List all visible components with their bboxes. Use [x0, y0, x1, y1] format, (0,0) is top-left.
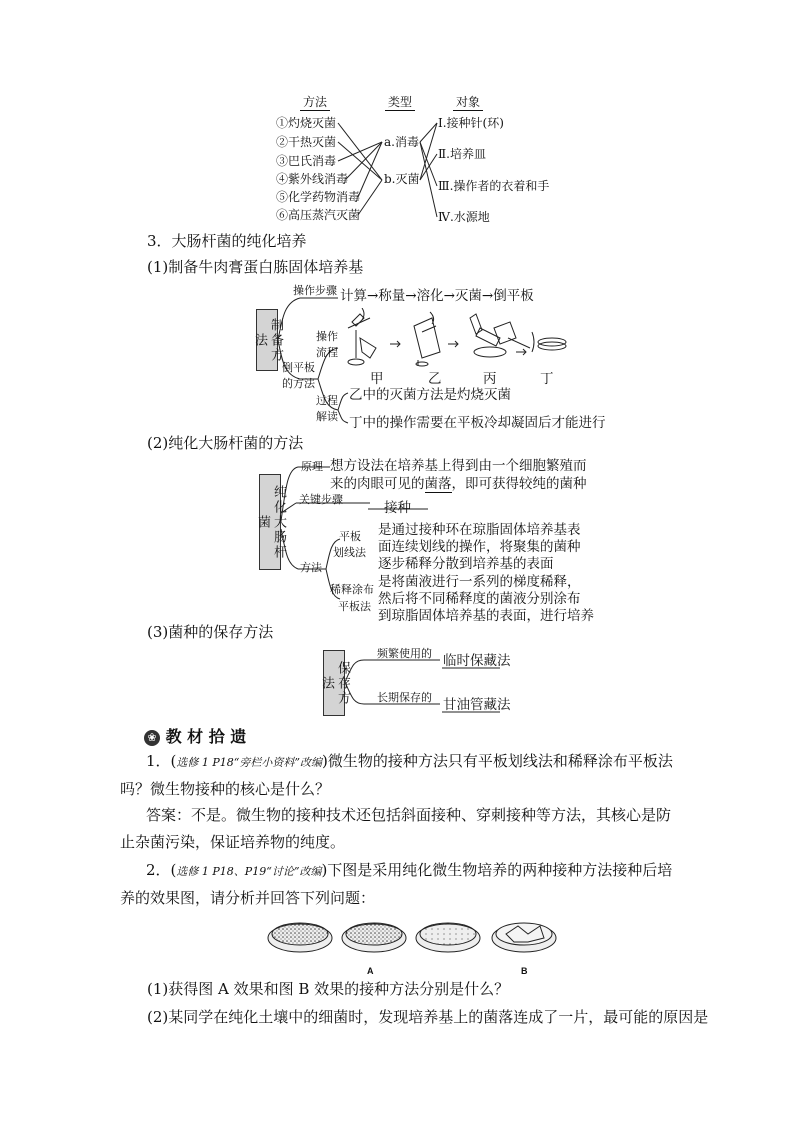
section-title: 3．大肠杆菌的纯化培养	[147, 232, 307, 250]
spread-label: 平板法	[338, 600, 371, 613]
principle-label: 原理	[301, 460, 323, 473]
subquestion: (2)某同学在纯化土壤中的细菌时，发现培养基上的菌落连成了一片，最可能的原因是	[147, 1008, 709, 1026]
prep-method-box: 制备方法	[256, 309, 278, 371]
type-item: b.灭菌	[384, 172, 420, 186]
subsection-title: (1)制备牛肉膏蛋白胨固体培养基	[147, 258, 364, 276]
method-item: ③巴氏消毒	[276, 154, 337, 168]
matching-lines	[0, 0, 794, 240]
purify-box: 纯化大肠杆菌	[259, 474, 281, 570]
question-2: 2．(选修 1 P18、P19“讨论”改编)下图是采用纯化微生物培养的两种接种方法接种后培养的效果图，请分析并回答下列问题：	[120, 861, 673, 907]
freq-value: 临时保藏法	[443, 653, 511, 669]
interp-text: 乙中的灭菌方法是灼烧灭菌	[349, 387, 511, 403]
step-label: 操作步骤	[293, 284, 337, 297]
streak-text: 是通过接种环在琼脂固体培养基表	[378, 522, 581, 538]
interp-label: 过程	[316, 394, 338, 407]
question-citation: 选修 1 P18“旁栏小资料”改编	[176, 756, 323, 769]
principle-text: 来的肉眼可见的菌落，即可获得较纯的菌种	[330, 476, 587, 492]
petri-dish	[268, 923, 332, 952]
fig-label: 甲	[370, 371, 384, 387]
streak-text: 逐步稀释分散到培养基的表面	[378, 556, 554, 572]
header-type: 类型	[385, 95, 415, 111]
principle-text: 想方设法在培养基上得到由一个细胞繁殖而	[330, 458, 587, 474]
fig-label: 乙	[428, 371, 442, 387]
preserve-box: 保存方法	[323, 650, 345, 716]
subquestion: (1)获得图 A 效果和图 B 效果的接种方法分别是什么？	[147, 980, 510, 998]
highlight-term: 菌落	[424, 476, 452, 492]
pour-label: 倒平板	[282, 361, 315, 374]
answer-1: 答案：不是。微生物的接种技术还包括斜面接种、穿刺接种等方法，其核心是防止杂菌污染，保证培养物的纯度。	[120, 806, 672, 851]
streak-label: 划线法	[333, 546, 366, 559]
flow-label: 操作	[316, 330, 338, 343]
long-label: 长期保存的	[377, 691, 432, 704]
spread-text: 然后将不同稀释度的菌液分别涂布	[378, 591, 581, 607]
subsection-title: (3)菌种的保存方法	[147, 623, 274, 641]
petri-dish-figure	[262, 912, 562, 972]
object-item: Ⅰ.接种针(环)	[438, 116, 504, 130]
interp-label: 解读	[316, 410, 338, 423]
question-1: 1．(选修 1 P18“旁栏小资料”改编)微生物的接种方法只有平板划线法和稀释涂布平板法吗？微生物接种的核心是什么？	[120, 752, 673, 798]
freq-label: 频繁使用的	[377, 647, 432, 660]
method-item: ⑤化学药物消毒	[276, 190, 361, 204]
header-object: 对象	[453, 95, 483, 111]
header-method: 方法	[300, 95, 330, 111]
object-item: Ⅱ.培养皿	[438, 147, 486, 161]
spread-text: 到琼脂固体培养基的表面，进行培养	[378, 608, 594, 624]
method-item: ①灼烧灭菌	[276, 116, 337, 130]
method-label: 方法	[300, 561, 322, 574]
subsection-title: (2)纯化大肠杆菌的方法	[147, 434, 304, 452]
book-icon: ❀	[144, 730, 160, 746]
key-step-value: 接种	[384, 500, 411, 516]
spread-label: 稀释涂布	[330, 583, 374, 596]
petri-dish	[416, 923, 480, 952]
streak-label: 平板	[339, 530, 361, 543]
long-value: 甘油管藏法	[443, 697, 511, 713]
fig-label: 丁	[540, 371, 554, 387]
object-item: Ⅲ.操作者的衣着和手	[438, 179, 550, 193]
flow-label: 流程	[316, 346, 338, 359]
key-step-label: 关键步骤	[299, 493, 343, 506]
pour-label: 的方法	[282, 377, 315, 390]
method-item: ⑥高压蒸汽灭菌	[276, 208, 361, 222]
spread-text: 是将菌液进行一系列的梯度稀释，	[378, 574, 581, 590]
pour-plate-illustration	[340, 308, 580, 370]
interp-text: 丁中的操作需要在平板冷却凝固后才能进行	[349, 415, 606, 431]
method-item: ②干热灭菌	[276, 135, 337, 149]
type-item: a.消毒	[384, 135, 419, 149]
petri-dish	[342, 923, 406, 952]
petri-dish	[492, 923, 556, 952]
object-item: Ⅳ.水源地	[438, 210, 490, 224]
streak-text: 面连续划线的操作，将聚集的菌种	[378, 539, 581, 555]
method-item: ④紫外线消毒	[276, 172, 349, 186]
textbook-heading: ❀ 教 材 拾 遗	[144, 724, 246, 747]
step-flow: 计算→称量→溶化→灭菌→倒平板	[340, 288, 534, 304]
question-citation: 选修 1 P18、P19“讨论”改编	[176, 865, 322, 878]
fig-label: 丙	[483, 371, 497, 387]
plate-label: B	[521, 966, 528, 976]
plate-label: A	[367, 966, 374, 976]
